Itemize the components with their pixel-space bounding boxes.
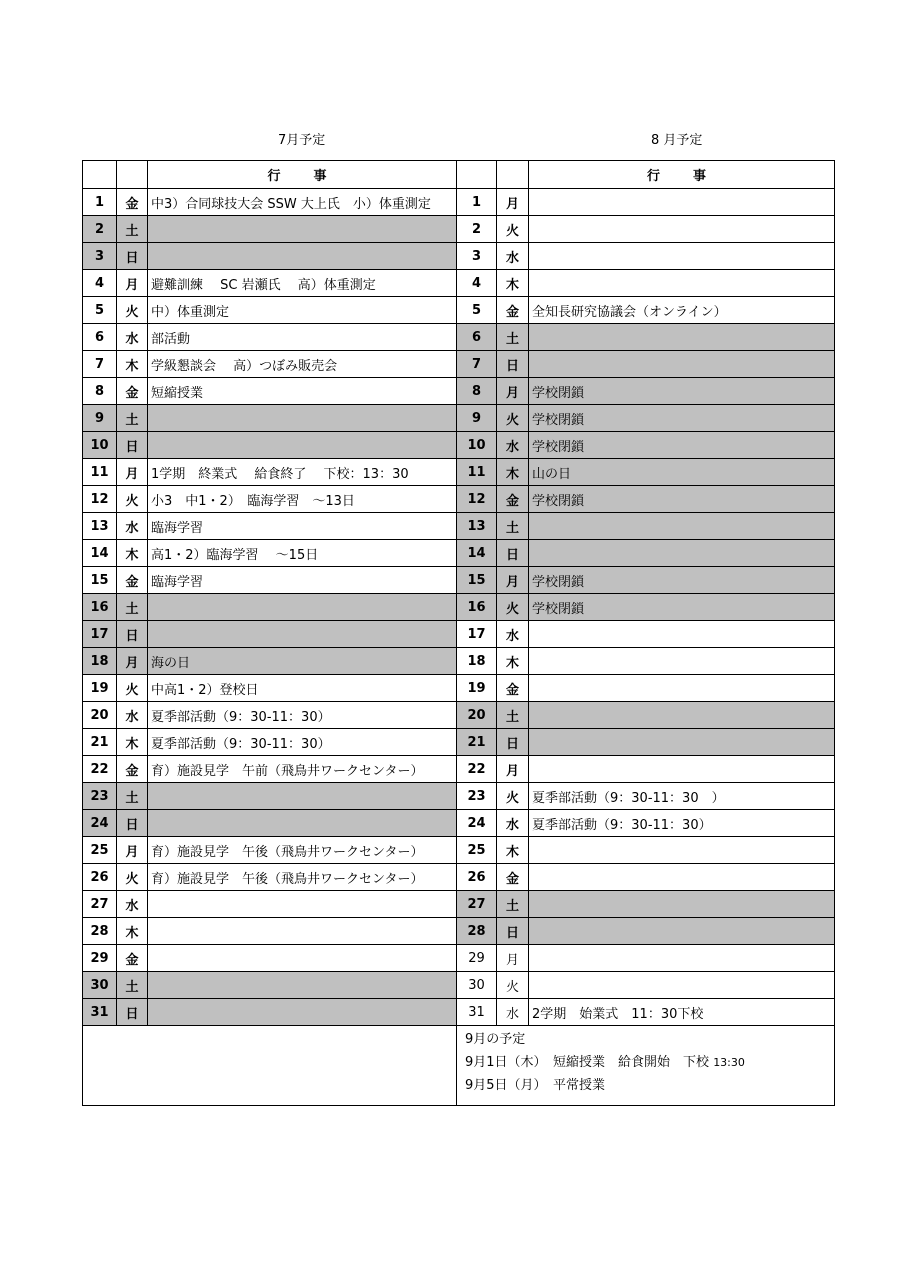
july-weekday: 水 [117, 324, 148, 351]
day-row [83, 810, 835, 837]
july-weekday: 水 [117, 513, 148, 540]
august-event-cell [529, 216, 835, 243]
july-day-number: 3 [83, 243, 117, 270]
july-day-number: 20 [83, 702, 117, 729]
july-event-cell [148, 621, 457, 648]
header-blank-day [457, 161, 497, 189]
july-weekday: 日 [117, 243, 148, 270]
july-day-number: 19 [83, 675, 117, 702]
july-day-number: 14 [83, 540, 117, 567]
day-row [83, 864, 835, 891]
august-weekday: 土 [497, 324, 529, 351]
july-event-cell: 臨海学習 [148, 513, 457, 540]
july-event-cell: 中高1・2）登校日 [148, 675, 457, 702]
august-event-cell: 学校閉鎖 [529, 567, 835, 594]
august-day-number: 10 [457, 432, 497, 459]
july-weekday: 日 [117, 621, 148, 648]
day-row [83, 459, 835, 486]
july-day-number: 12 [83, 486, 117, 513]
august-event-cell [529, 648, 835, 675]
july-weekday: 月 [117, 270, 148, 297]
august-event-header: 行 事 [529, 161, 835, 189]
july-weekday: 土 [117, 972, 148, 999]
september-notes [457, 1026, 835, 1106]
july-weekday: 水 [117, 891, 148, 918]
august-weekday: 月 [497, 378, 529, 405]
august-event-cell: 2学期 始業式 11：30下校 [529, 999, 835, 1026]
day-row [83, 486, 835, 513]
august-event-cell [529, 351, 835, 378]
day-row [83, 999, 835, 1026]
july-weekday: 日 [117, 810, 148, 837]
august-day-number: 22 [457, 756, 497, 783]
day-row [83, 648, 835, 675]
day-row [83, 945, 835, 972]
august-event-cell [529, 270, 835, 297]
august-day-number: 23 [457, 783, 497, 810]
august-day-number: 6 [457, 324, 497, 351]
july-weekday: 月 [117, 648, 148, 675]
july-weekday: 水 [117, 702, 148, 729]
day-row [83, 675, 835, 702]
august-event-cell [529, 729, 835, 756]
september-title: 9月の予定 [465, 1032, 526, 1047]
august-day-number: 4 [457, 270, 497, 297]
august-day-number: 25 [457, 837, 497, 864]
july-event-header: 行 事 [148, 161, 457, 189]
july-day-number: 5 [83, 297, 117, 324]
july-day-number: 16 [83, 594, 117, 621]
august-weekday: 火 [497, 783, 529, 810]
august-weekday: 木 [497, 648, 529, 675]
august-event-cell [529, 918, 835, 945]
august-weekday: 月 [497, 567, 529, 594]
july-event-cell: 1学期 終業式 給食終了 下校：13：30 [148, 459, 457, 486]
july-day-number: 6 [83, 324, 117, 351]
july-weekday: 日 [117, 432, 148, 459]
day-row [83, 756, 835, 783]
july-event-cell: 避難訓練 SC 岩瀬氏 高）体重測定 [148, 270, 457, 297]
august-weekday: 日 [497, 729, 529, 756]
july-day-number: 30 [83, 972, 117, 999]
july-weekday: 金 [117, 945, 148, 972]
august-day-number: 12 [457, 486, 497, 513]
header-row [83, 161, 835, 189]
july-event-cell: 中3）合同球技大会 SSW 大上氏 小）体重測定 [148, 189, 457, 216]
august-weekday: 木 [497, 837, 529, 864]
day-row [83, 891, 835, 918]
july-day-number: 28 [83, 918, 117, 945]
august-day-number: 27 [457, 891, 497, 918]
august-event-cell [529, 513, 835, 540]
july-day-number: 10 [83, 432, 117, 459]
august-weekday: 水 [497, 810, 529, 837]
august-day-number: 8 [457, 378, 497, 405]
august-event-cell [529, 945, 835, 972]
day-row [83, 567, 835, 594]
august-weekday: 金 [497, 864, 529, 891]
day-row [83, 837, 835, 864]
july-event-cell [148, 999, 457, 1026]
august-day-number: 20 [457, 702, 497, 729]
august-weekday: 日 [497, 351, 529, 378]
july-event-cell: 中）体重測定 [148, 297, 457, 324]
july-day-number: 8 [83, 378, 117, 405]
july-event-cell [148, 918, 457, 945]
july-event-cell: 部活動 [148, 324, 457, 351]
footer-blank-cell [83, 1026, 457, 1106]
july-weekday: 土 [117, 594, 148, 621]
august-weekday: 日 [497, 540, 529, 567]
july-weekday: 木 [117, 918, 148, 945]
august-day-number: 21 [457, 729, 497, 756]
september-note-2: 9月5日（月） 平常授業 [465, 1078, 606, 1093]
july-weekday: 金 [117, 567, 148, 594]
july-weekday: 月 [117, 837, 148, 864]
august-day-number: 29 [457, 945, 497, 972]
august-day-number: 16 [457, 594, 497, 621]
august-schedule-title: 8 月予定 [651, 133, 703, 148]
day-row [83, 729, 835, 756]
august-event-cell [529, 837, 835, 864]
july-event-cell [148, 243, 457, 270]
july-weekday: 金 [117, 756, 148, 783]
july-day-number: 2 [83, 216, 117, 243]
august-weekday: 火 [497, 972, 529, 999]
august-weekday: 水 [497, 621, 529, 648]
august-day-number: 9 [457, 405, 497, 432]
july-day-number: 17 [83, 621, 117, 648]
day-row [83, 972, 835, 999]
july-day-number: 22 [83, 756, 117, 783]
august-event-cell [529, 621, 835, 648]
august-day-number: 3 [457, 243, 497, 270]
august-weekday: 月 [497, 756, 529, 783]
august-weekday: 月 [497, 189, 529, 216]
day-row [83, 243, 835, 270]
august-event-cell: 学校閉鎖 [529, 405, 835, 432]
august-weekday: 水 [497, 999, 529, 1026]
day-row [83, 513, 835, 540]
august-event-cell [529, 972, 835, 999]
august-event-cell: 全知長研究協議会（オンライン） [529, 297, 835, 324]
september-note-1 [457, 1051, 834, 1074]
july-day-number: 15 [83, 567, 117, 594]
day-row [83, 270, 835, 297]
july-schedule-title: 7月予定 [278, 133, 326, 148]
september-note-1-text: 9月1日（木） 短縮授業 給食開始 下校 [465, 1055, 710, 1070]
day-row [83, 432, 835, 459]
header-blank-weekday [117, 161, 148, 189]
schedule-table [82, 160, 835, 1106]
july-day-number: 31 [83, 999, 117, 1026]
august-weekday: 金 [497, 675, 529, 702]
august-event-cell: 学校閉鎖 [529, 432, 835, 459]
july-weekday: 土 [117, 783, 148, 810]
day-row [83, 189, 835, 216]
september-note-1-time: 13:30 [713, 1056, 745, 1069]
august-day-number: 19 [457, 675, 497, 702]
day-row [83, 351, 835, 378]
july-event-cell: 育）施設見学 午後（飛鳥井ワークセンター） [148, 864, 457, 891]
july-day-number: 18 [83, 648, 117, 675]
july-event-cell: 短縮授業 [148, 378, 457, 405]
august-day-number: 30 [457, 972, 497, 999]
day-row [83, 297, 835, 324]
august-weekday: 火 [497, 216, 529, 243]
day-row [83, 702, 835, 729]
august-weekday: 金 [497, 486, 529, 513]
july-day-number: 25 [83, 837, 117, 864]
august-day-number: 2 [457, 216, 497, 243]
july-event-cell: 夏季部活動（9：30-11：30） [148, 729, 457, 756]
july-event-cell [148, 891, 457, 918]
july-weekday: 木 [117, 540, 148, 567]
august-weekday: 土 [497, 891, 529, 918]
august-event-cell [529, 189, 835, 216]
august-day-number: 15 [457, 567, 497, 594]
footer-row [83, 1026, 835, 1106]
august-day-number: 11 [457, 459, 497, 486]
day-row [83, 405, 835, 432]
august-weekday: 木 [497, 459, 529, 486]
july-weekday: 日 [117, 999, 148, 1026]
july-weekday: 金 [117, 378, 148, 405]
august-event-cell [529, 243, 835, 270]
july-day-number: 7 [83, 351, 117, 378]
day-row [83, 324, 835, 351]
day-row [83, 540, 835, 567]
august-day-number: 5 [457, 297, 497, 324]
day-row [83, 594, 835, 621]
july-weekday: 月 [117, 459, 148, 486]
august-weekday: 月 [497, 945, 529, 972]
august-event-cell: 学校閉鎖 [529, 378, 835, 405]
august-day-number: 7 [457, 351, 497, 378]
july-day-number: 26 [83, 864, 117, 891]
july-event-cell [148, 810, 457, 837]
july-weekday: 火 [117, 675, 148, 702]
august-event-cell [529, 324, 835, 351]
july-day-number: 11 [83, 459, 117, 486]
august-event-cell [529, 675, 835, 702]
july-event-cell [148, 972, 457, 999]
august-day-number: 31 [457, 999, 497, 1026]
august-weekday: 火 [497, 594, 529, 621]
august-event-cell: 山の日 [529, 459, 835, 486]
july-day-number: 29 [83, 945, 117, 972]
day-row [83, 918, 835, 945]
august-event-cell [529, 891, 835, 918]
header-blank-day [83, 161, 117, 189]
july-event-cell: 育）施設見学 午後（飛鳥井ワークセンター） [148, 837, 457, 864]
july-event-cell [148, 405, 457, 432]
july-weekday: 土 [117, 216, 148, 243]
july-weekday: 火 [117, 297, 148, 324]
august-event-cell [529, 864, 835, 891]
day-row [83, 783, 835, 810]
july-event-cell [148, 432, 457, 459]
july-weekday: 木 [117, 351, 148, 378]
july-day-number: 24 [83, 810, 117, 837]
july-event-cell [148, 783, 457, 810]
day-row [83, 378, 835, 405]
august-day-number: 28 [457, 918, 497, 945]
july-event-cell: 小3 中1・2） 臨海学習 ～13日 [148, 486, 457, 513]
august-day-number: 14 [457, 540, 497, 567]
august-event-cell: 学校閉鎖 [529, 486, 835, 513]
august-event-cell [529, 756, 835, 783]
august-weekday: 水 [497, 243, 529, 270]
july-event-cell: 臨海学習 [148, 567, 457, 594]
july-event-cell: 海の日 [148, 648, 457, 675]
july-weekday: 火 [117, 486, 148, 513]
august-weekday: 金 [497, 297, 529, 324]
august-event-cell [529, 540, 835, 567]
july-day-number: 4 [83, 270, 117, 297]
header-blank-weekday [497, 161, 529, 189]
august-weekday: 日 [497, 918, 529, 945]
august-event-cell: 学校閉鎖 [529, 594, 835, 621]
july-event-cell: 学級懇談会 高）つぼみ販売会 [148, 351, 457, 378]
july-weekday: 火 [117, 864, 148, 891]
july-event-cell: 夏季部活動（9：30-11：30） [148, 702, 457, 729]
july-event-cell: 育）施設見学 午前（飛鳥井ワークセンター） [148, 756, 457, 783]
july-event-cell [148, 945, 457, 972]
day-row [83, 216, 835, 243]
july-day-number: 13 [83, 513, 117, 540]
july-day-number: 23 [83, 783, 117, 810]
july-weekday: 木 [117, 729, 148, 756]
day-row [83, 621, 835, 648]
august-weekday: 土 [497, 513, 529, 540]
august-day-number: 17 [457, 621, 497, 648]
july-day-number: 21 [83, 729, 117, 756]
august-day-number: 13 [457, 513, 497, 540]
august-weekday: 土 [497, 702, 529, 729]
august-weekday: 水 [497, 432, 529, 459]
august-event-cell [529, 702, 835, 729]
august-weekday: 木 [497, 270, 529, 297]
august-day-number: 26 [457, 864, 497, 891]
july-day-number: 27 [83, 891, 117, 918]
july-weekday: 土 [117, 405, 148, 432]
july-event-cell: 高1・2）臨海学習 ～15日 [148, 540, 457, 567]
august-day-number: 18 [457, 648, 497, 675]
july-day-number: 1 [83, 189, 117, 216]
july-event-cell [148, 594, 457, 621]
july-event-cell [148, 216, 457, 243]
august-event-cell: 夏季部活動（9：30-11：30 ） [529, 783, 835, 810]
august-weekday: 火 [497, 405, 529, 432]
august-event-cell: 夏季部活動（9：30-11：30） [529, 810, 835, 837]
august-day-number: 1 [457, 189, 497, 216]
july-day-number: 9 [83, 405, 117, 432]
august-day-number: 24 [457, 810, 497, 837]
july-weekday: 金 [117, 189, 148, 216]
